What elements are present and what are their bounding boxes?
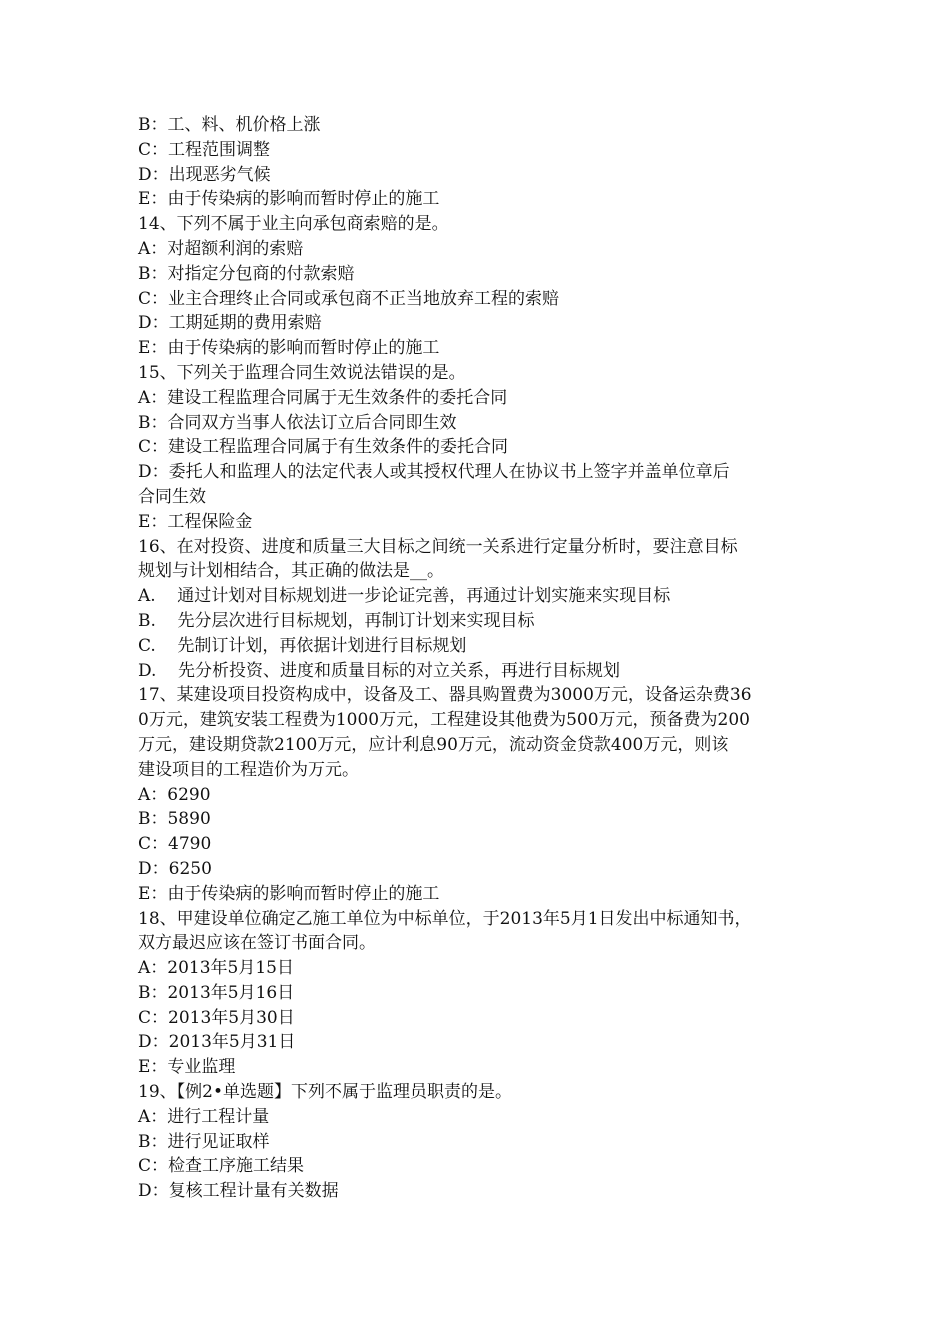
text-line: A：6290 [138, 784, 211, 805]
text-line: 17、某建设项目投资构成中，设备及工、器具购置费为3000万元，设备运杂费36 [138, 685, 752, 706]
text-line: A：对超额利润的索赔 [138, 238, 304, 259]
document-body [138, 113, 818, 1204]
text-line: B：对指定分包商的付款索赔 [138, 263, 355, 284]
text-line: C：工程范围调整 [138, 139, 271, 160]
text-line: 16、在对投资、进度和质量三大目标之间统一关系进行定量分析时，要注意目标 [138, 536, 738, 557]
text-line: A：建设工程监理合同属于无生效条件的委托合同 [138, 387, 508, 408]
text-line: 建设项目的工程造价为万元。 [138, 759, 359, 780]
text-line: C：业主合理终止合同或承包商不正当地放弃工程的索赔 [138, 288, 560, 309]
text-line: 0万元，建筑安装工程费为1000万元，工程建设其他费为500万元，预备费为200 [138, 710, 750, 731]
text-line: A：进行工程计量 [138, 1106, 270, 1127]
text-line: B：进行见证取样 [138, 1131, 270, 1152]
text-line: E：由于传染病的影响而暂时停止的施工 [138, 883, 440, 904]
text-line: C：2013年5月30日 [138, 1007, 295, 1028]
text-line: E：由于传染病的影响而暂时停止的施工 [138, 189, 440, 210]
text-line: E：专业监理 [138, 1057, 236, 1078]
text-line: B：合同双方当事人依法订立后合同即生效 [138, 412, 457, 433]
text-line: C. 先制订计划，再依据计划进行目标规划 [138, 635, 467, 656]
text-line: D：出现恶劣气候 [138, 164, 271, 185]
text-line: 合同生效 [138, 486, 206, 507]
text-line: E：工程保险金 [138, 511, 253, 532]
text-line: D：6250 [138, 858, 212, 879]
text-line: A. 通过计划对目标规划进一步论证完善，再通过计划实施来实现目标 [138, 586, 671, 607]
text-line: 14、下列不属于业主向承包商索赔的是。 [138, 214, 449, 235]
text-line: D：委托人和监理人的法定代表人或其授权代理人在协议书上签字并盖单位章后 [138, 462, 730, 483]
text-line: E：由于传染病的影响而暂时停止的施工 [138, 338, 440, 359]
text-line: B：2013年5月16日 [138, 982, 295, 1003]
text-line: C：建设工程监理合同属于有生效条件的委托合同 [138, 437, 509, 458]
text-line: D：复核工程计量有关数据 [138, 1181, 339, 1202]
text-line: 万元，建设期贷款2100万元，应计利息90万元，流动资金贷款400万元，则该 [138, 734, 729, 755]
text-line: C：检查工序施工结果 [138, 1156, 305, 1177]
text-line: 规划与计划相结合，其正确的做法是__。 [138, 561, 444, 582]
text-line: B. 先分层次进行目标规划，再制订计划来实现目标 [138, 610, 535, 631]
text-line: D. 先分析投资、进度和质量目标的对立关系，再进行目标规划 [138, 660, 621, 681]
text-line: D：2013年5月31日 [138, 1032, 296, 1053]
text-line: D：工期延期的费用索赔 [138, 313, 322, 334]
text-line: 双方最迟应该在签订书面合同。 [138, 933, 376, 954]
text-line: B：5890 [138, 809, 211, 830]
text-line: 18、甲建设单位确定乙施工单位为中标单位，于2013年5月1日发出中标通知书， [138, 908, 752, 929]
text-line: A：2013年5月15日 [138, 958, 294, 979]
text-line: B：工、料、机价格上涨 [138, 115, 321, 135]
text-line: 15、下列关于监理合同生效说法错误的是。 [138, 362, 466, 383]
text-line: 19、【例2•单选题】下列不属于监理员职责的是。 [138, 1082, 512, 1103]
text-line: C：4790 [138, 834, 212, 855]
